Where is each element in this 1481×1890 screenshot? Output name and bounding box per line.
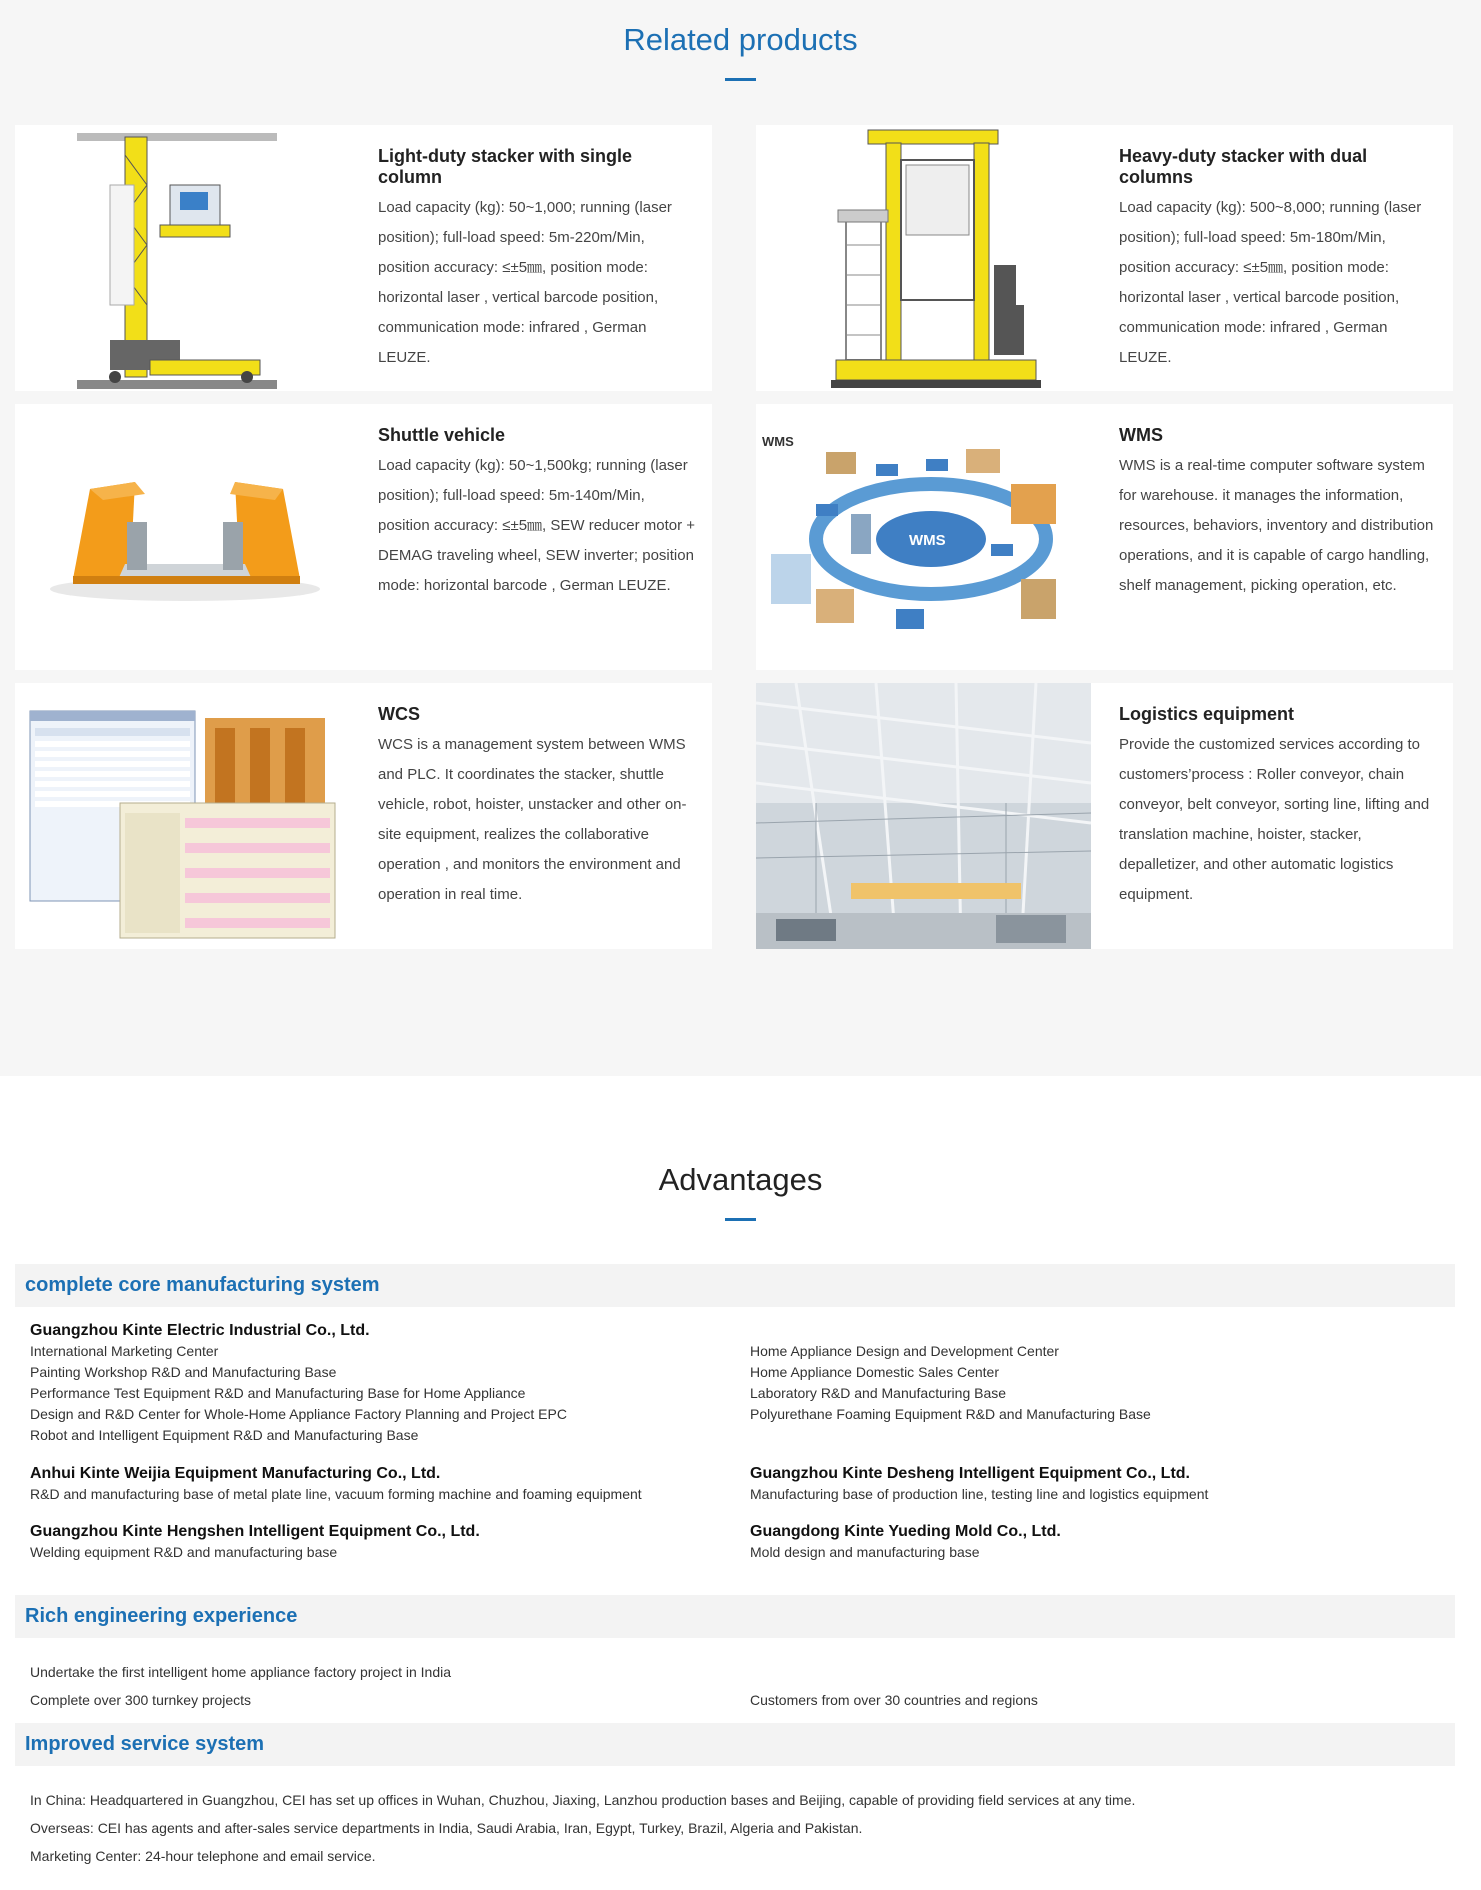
- company-description: Manufacturing base of production line, testing line and logistics equipment: [750, 1486, 1209, 1502]
- company-name: Guangdong Kinte Yueding Mold Co., Ltd.: [750, 1523, 1061, 1540]
- experience-heading-band: [15, 1595, 1455, 1638]
- single-column-stacker-image[interactable]: [15, 125, 350, 391]
- factory-photo-image[interactable]: [756, 683, 1091, 949]
- list-item: Robot and Intelligent Equipment R&D and Manufacturing Base: [30, 1427, 419, 1443]
- list-item: Customers from over 30 countries and regions: [750, 1692, 1038, 1708]
- company-block: [750, 1521, 1061, 1563]
- list-item: In China: Headquartered in Guangzhou, CEI has set up offices in Wuhan, Chuzhou, Jiaxing, Lanzhou production bases and Beijing, capable of providing field services at any time.: [30, 1792, 1136, 1808]
- list-item: Home Appliance Domestic Sales Center: [750, 1364, 1000, 1380]
- product-card-wcs[interactable]: [15, 683, 712, 949]
- list-item: Painting Workshop R&D and Manufacturing Base: [30, 1364, 337, 1380]
- experience-left-list: [30, 1658, 451, 1714]
- list-item: Complete over 300 turnkey projects: [30, 1692, 251, 1708]
- list-item: Design and R&D Center for Whole-Home Appliance Factory Planning and Project EPC: [30, 1406, 567, 1422]
- related-products-title: Related products: [623, 22, 858, 57]
- company-description: Mold design and manufacturing base: [750, 1544, 980, 1560]
- service-heading-band: [15, 1723, 1455, 1766]
- list-item: Undertake the first intelligent home appliance factory project in India: [30, 1664, 452, 1680]
- wcs-screenshot-image[interactable]: [15, 683, 350, 949]
- company-block: [750, 1463, 1208, 1505]
- product-description: WCS is a management system between WMS and PLC. It coordinates the stacker, shuttle vehicle, robot, hoister, unstacker and other on-site equipment, realizes the collaborative operation , and monitors the environment and operation in real time.: [378, 736, 687, 903]
- product-name[interactable]: Logistics equipment: [1119, 704, 1295, 724]
- product-name[interactable]: WMS: [1119, 425, 1163, 445]
- product-description: Provide the customized services according to customers’process : Roller conveyor, chain conveyor, belt conveyor, sorting line, lifting and translation machine, hoister, stacker, depalletizer, and other automatic logistics equipment.: [1119, 736, 1430, 903]
- wms-diagram-label: WMS: [762, 434, 794, 449]
- advantages-section: [0, 1076, 1481, 1890]
- wms-diagram-center-label: WMS: [909, 532, 946, 549]
- product-description: Load capacity (kg): 500~8,000; running (laser position); full-load speed: 5m-180m/Min, position accuracy: ≤±5㎜, position mode: horizontal laser , vertical barcode position, communication mode: infrared , German LEUZE.: [1119, 199, 1422, 366]
- title-underline: [725, 1218, 756, 1221]
- product-name[interactable]: WCS: [378, 704, 420, 724]
- company-block: [30, 1521, 480, 1563]
- service-heading: Improved service system: [25, 1733, 265, 1755]
- product-card-heavy-duty-stacker[interactable]: [756, 125, 1453, 391]
- list-item: Polyurethane Foaming Equipment R&D and Manufacturing Base: [750, 1406, 1151, 1422]
- company-name: Guangzhou Kinte Hengshen Intelligent Equipment Co., Ltd.: [30, 1523, 480, 1540]
- list-item: Laboratory R&D and Manufacturing Base: [750, 1385, 1007, 1401]
- main-company-right-list: [750, 1341, 1151, 1425]
- company-block: [30, 1463, 642, 1505]
- product-description: Load capacity (kg): 50~1,000; running (laser position); full-load speed: 5m-220m/Min, position accuracy: ≤±5㎜, position mode: horizontal laser , vertical barcode position, communication mode: infrared , German LEUZE.: [378, 199, 672, 366]
- company-name: Anhui Kinte Weijia Equipment Manufacturing Co., Ltd.: [30, 1465, 441, 1482]
- company-name: Guangzhou Kinte Desheng Intelligent Equipment Co., Ltd.: [750, 1465, 1190, 1482]
- manufacturing-heading-band: [15, 1264, 1455, 1307]
- product-card-light-duty-stacker[interactable]: [15, 125, 712, 391]
- product-card-wms[interactable]: [756, 404, 1453, 670]
- company-description: Welding equipment R&D and manufacturing base: [30, 1544, 338, 1560]
- main-company-block: [30, 1320, 567, 1446]
- advantages-title: Advantages: [658, 1162, 823, 1197]
- list-item: Marketing Center: 24-hour telephone and email service.: [30, 1848, 376, 1864]
- company-description: R&D and manufacturing base of metal plate line, vacuum forming machine and foaming equipment: [30, 1486, 642, 1502]
- experience-right-list: [750, 1686, 1038, 1714]
- experience-heading: Rich engineering experience: [25, 1605, 298, 1627]
- wms-diagram-image[interactable]: [756, 404, 1091, 670]
- product-name[interactable]: Shuttle vehicle: [378, 425, 506, 445]
- product-card-logistics-equipment[interactable]: [756, 683, 1453, 949]
- product-name[interactable]: Light-duty stacker with single column: [378, 146, 633, 187]
- service-list: [30, 1786, 1135, 1870]
- product-description: Load capacity (kg): 50~1,500kg; running (laser position); full-load speed: 5m-140m/Min, position accuracy: ≤±5㎜, SEW reducer motor + DEMAG traveling wheel, SEW inverter; position mode: horizontal barcode , German LEUZE.: [378, 457, 695, 594]
- product-name[interactable]: Heavy-duty stacker with dual columns: [1119, 146, 1368, 187]
- product-card-shuttle-vehicle[interactable]: [15, 404, 712, 670]
- product-description: WMS is a real-time computer software system for warehouse. it manages the information, resources, behaviors, inventory and distribution operations, and it is capable of cargo handling, shelf management, picking operation, etc.: [1119, 457, 1434, 594]
- list-item: Overseas: CEI has agents and after-sales service departments in India, Saudi Arabia, Iran, Egypt, Turkey, Brazil, Algeria and Pakistan.: [30, 1820, 863, 1836]
- shuttle-vehicle-image[interactable]: [15, 404, 350, 670]
- main-company-name: Guangzhou Kinte Electric Industrial Co., Ltd.: [30, 1322, 370, 1339]
- dual-column-stacker-image[interactable]: [756, 125, 1091, 391]
- list-item: Performance Test Equipment R&D and Manufacturing Base for Home Appliance: [30, 1385, 526, 1401]
- manufacturing-heading: complete core manufacturing system: [25, 1274, 380, 1296]
- list-item: International Marketing Center: [30, 1343, 219, 1359]
- list-item: Home Appliance Design and Development Center: [750, 1343, 1059, 1359]
- title-underline: [725, 78, 756, 81]
